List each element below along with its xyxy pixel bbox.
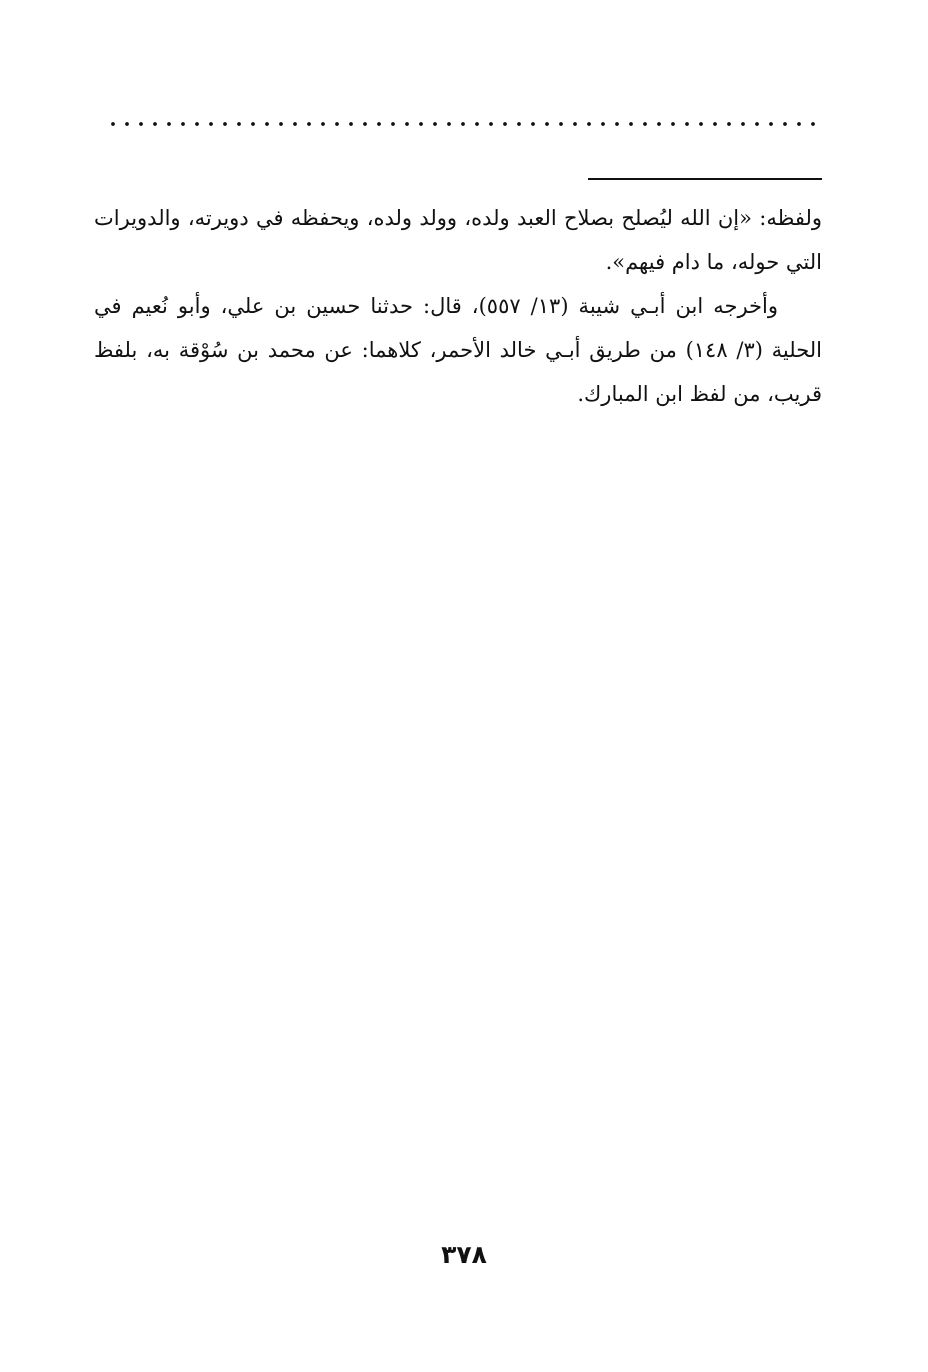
page-number: ٣٧٨ (441, 1240, 487, 1269)
footnote-paragraph: ولفظه: «إن الله ليُصلح بصلاح العبد ولده، وولد ولده، ويحفظه في دويرته، والدويرات التي حوله، ما دام فيهم». (94, 206, 822, 274)
footnote-rule (588, 178, 822, 180)
dotted-separator (106, 116, 822, 132)
footnote-paragraph: وأخرجه ابن أبـي شيبة (١٣/ ٥٥٧)، قال: حدثنا حسين بن علي، وأبو نُعيم في الحلية (٣/ ١٤٨) من طريق أبـي خالد الأحمر، كلاهما: عن محمد بن سُوْقة به، بلفظ قريب، من لفظ ابن المبارك. (94, 294, 822, 406)
footnote-block (94, 196, 822, 416)
